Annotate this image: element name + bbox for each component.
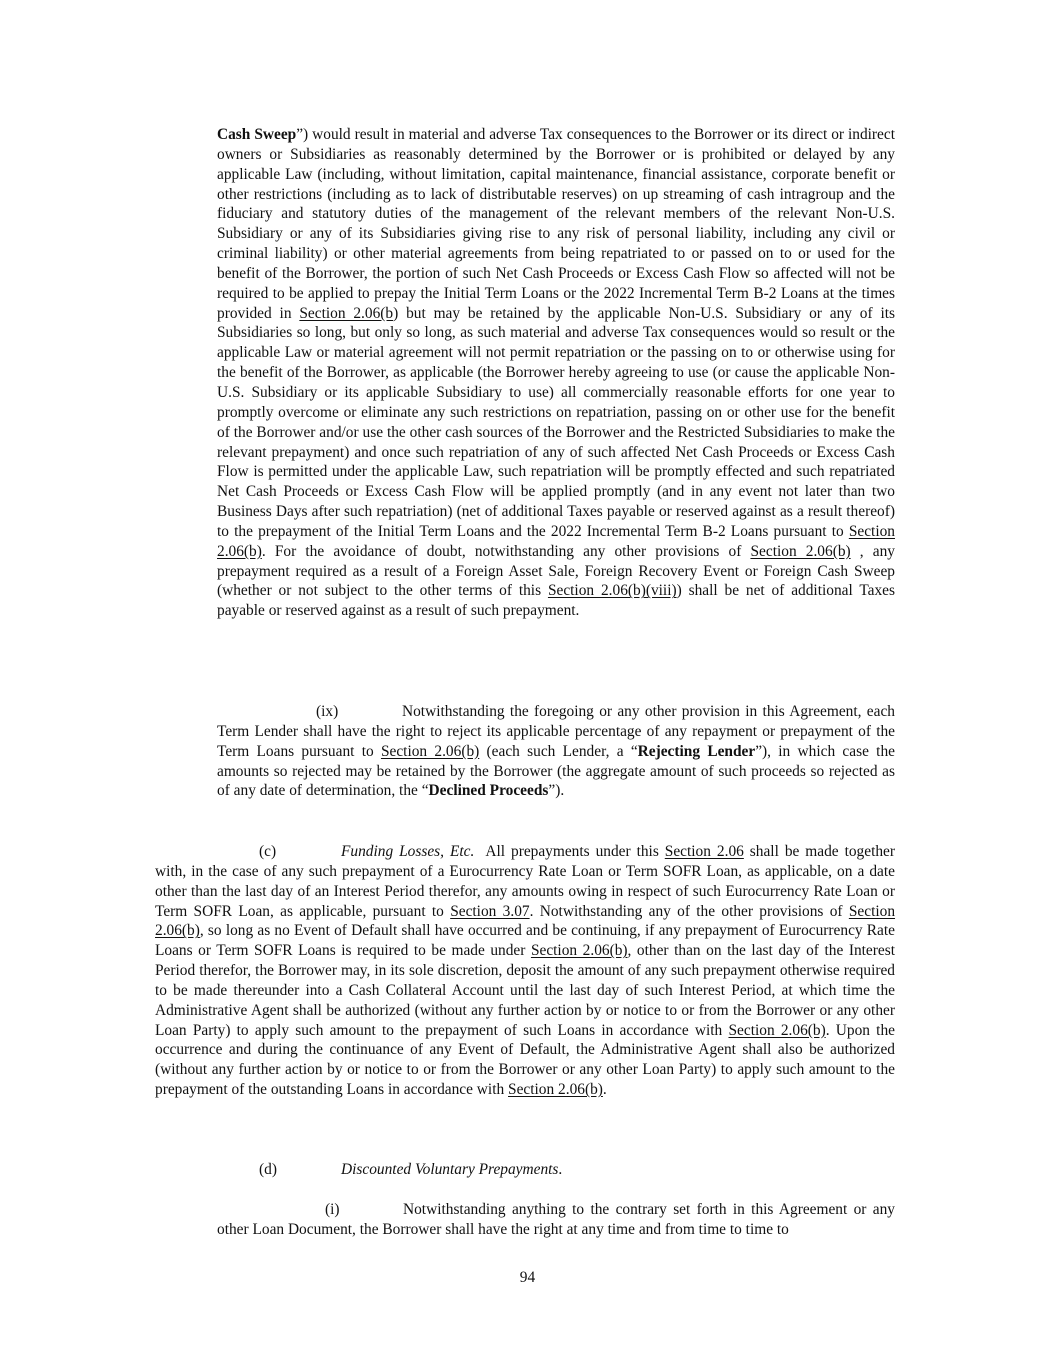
clause-ix-paragraph (217, 702, 895, 801)
defined-term-cash-sweep: Cash Sweep (217, 126, 297, 143)
paragraph-text: . For the avoidance of doubt, notwithstanding any other provisions of (261, 542, 751, 560)
section-reference-link[interactable]: Section 2.06(b) (508, 1081, 603, 1099)
section-reference-link[interactable]: Section 3.07 (450, 902, 530, 920)
section-reference-link[interactable]: Section 2.06(b) (530, 942, 628, 960)
paragraph-text: . (602, 1081, 607, 1099)
clause-i-paragraph (217, 1200, 895, 1240)
paragraph-text: ”) would result in material and adverse Tax consequences to the Borrower or its direct or indirect owners or Subsidiaries as reasonably determined by the Borrower or is prohibited or delayed by any applicable Law (including, without limitation, capital maintenance, financial assistance, corporate benefit or other restrictions (including as to lack of distributable reserves) on up streaming of cash intragroup and the fiduciary and statutory duties of the management of the relevant members of the relevant Non-U.S. Subsidiary or any of its Subsidiaries giving rise to any risk of personal liability, including any civil or criminal liability) or other material agreements from being repatriated to or passed on to or used for the benefit of the Borrower, the portion of such Net Cash Proceeds or Excess Cash Flow so affected will not be required to be applied to prepay the Initial Term Loans or the 2022 Incremental Term B-2 Loans at the times provided in (217, 126, 895, 322)
paragraph-text: shall be made together with, in the case of any such prepayment of a Eurocurrency Rate Loan or Term SOFR Loan, as applicable, on a date other than the last day of an Interest Period therefor, any amounts owing in respect of such Eurocurrency Rate Loan or Term SOFR Loan, as applicable, pursuant to (155, 843, 896, 920)
paragraph-text: Notwithstanding the foregoing or any other provision in this Agreement, each Term Lender shall have the right to reject its applicable percentage of any repayment or prepayment of the Term Loans pursuant to (217, 703, 895, 760)
paragraph-text: ”). (548, 782, 565, 800)
paragraph-text: . Notwithstanding any of the other provisions of (529, 902, 849, 920)
paragraph-text: , other than on the last day of the Interest Period therefor, the Borrower may, in its sole discretion, deposit the amount of any such prepayment otherwise required to be made thereunder into a Cash Collateral Account until the last day of such Interest Period, at which time the Administrative Agent shall be authorized (without any further action by or notice to or from the Borrower or any other Loan Party) to apply such amount to the prepayment of such Loans in accordance with (155, 942, 895, 1039)
section-reference-link[interactable]: Section 2.06(b) (728, 1021, 826, 1039)
paragraph-text: Notwithstanding anything to the contrary set forth in this Agreement or any other Loan Document, the Borrower shall have the right at any time and from time to time to (217, 1201, 895, 1238)
defined-term-declined-proceeds: Declined Proceeds (428, 782, 549, 800)
clause-number: (c) (259, 843, 277, 860)
paragraph-text: (each such Lender, a “ (479, 742, 638, 760)
paragraph-text: , so long as no Event of Default shall have occurred and be continuing, if any prepayment of Eurocurrency Rate Loans or Term SOFR Loans is required to be made under (155, 922, 895, 960)
paragraph-text: ”), in which case the amounts so rejected may be retained by the Borrower (the aggregate amount of such proceeds so rejected as of any date of determination, the “ (217, 742, 895, 800)
section-reference-link[interactable]: Section 2.06(b (299, 304, 394, 322)
paragraph-text: ) but may be retained by the applicable Non-U.S. Subsidiary or any of its Subsidiaries so long, but only so long, as such material and adverse Tax consequences would so result or the applicable Law or material agreement will not permit repatriation or the passing on to or otherwise using for the benefit of the Borrower, as applicable (the Borrower hereby agreeing to use (or cause the applicable Non-U.S. Subsidiary or its applicable Subsidiary to use) all commercially reasonable efforts for one year to promptly overcome or eliminate any such restrictions on repatriation, passing on or other use for the benefit of the Borrower and/or use the other cash sources of the Borrower and the Restricted Subsidiaries to make the relevant prepayment) and once such repatriation of any of such affected Net Cash Proceeds or Excess Cash Flow is permitted under the applicable Law, such repatriation will be promptly effected and such repatriated Net Cash Proceeds or Excess Cash Flow will be applied promptly (and in any event not later than two Business Days after such repatriation) (net of additional Taxes payable or reserved against as a result thereof) to the prepayment of the Initial Term Loans and the 2022 Incremental Term B-2 Loans pursuant to (217, 304, 895, 540)
section-reference-link[interactable]: Section 2.06(b) (155, 902, 896, 940)
clause-heading: Funding Losses, Etc. (341, 843, 475, 860)
section-reference-link[interactable]: Section 2.06 (664, 843, 744, 860)
section-reference-link[interactable]: Section 2.06(b) (217, 522, 895, 560)
clause-c-paragraph (155, 842, 895, 1100)
clause-heading: Discounted Voluntary Prepayments (341, 1161, 559, 1178)
carryover-paragraph (217, 125, 895, 621)
page-number: 94 (519, 1269, 536, 1286)
paragraph-text: ) shall be net of additional Taxes payable or reserved against as a result of such prepayment. (217, 582, 895, 620)
section-reference-link[interactable]: Section 2.06(b)(viii) (547, 582, 677, 600)
paragraph-text: , any prepayment required as a result of a Foreign Asset Sale, Foreign Recovery Event or Foreign Cash Sweep (whether or not subject to the other terms of this (217, 542, 895, 600)
section-reference-link[interactable]: Section 2.06(b) (380, 742, 480, 760)
section-reference-link[interactable]: Section 2.06(b) (750, 542, 851, 560)
paragraph-text: All prepayments under this (474, 843, 665, 860)
clause-number: (d) (259, 1161, 277, 1178)
clause-number: (i) (325, 1201, 340, 1218)
clause-number: (ix) (316, 703, 339, 720)
clause-d-heading (155, 1160, 895, 1180)
defined-term-rejecting-lender: Rejecting Lender (637, 742, 756, 760)
paragraph-text: . Upon the occurrence and during the continuance of any Event of Default, the Administrative Agent shall also be authorized (without any further action by or notice to or from the Borrower or any other Loan Party) to apply such amount to the prepayment of the outstanding Loans in accordance with (155, 1021, 895, 1099)
paragraph-text: . (558, 1161, 563, 1178)
